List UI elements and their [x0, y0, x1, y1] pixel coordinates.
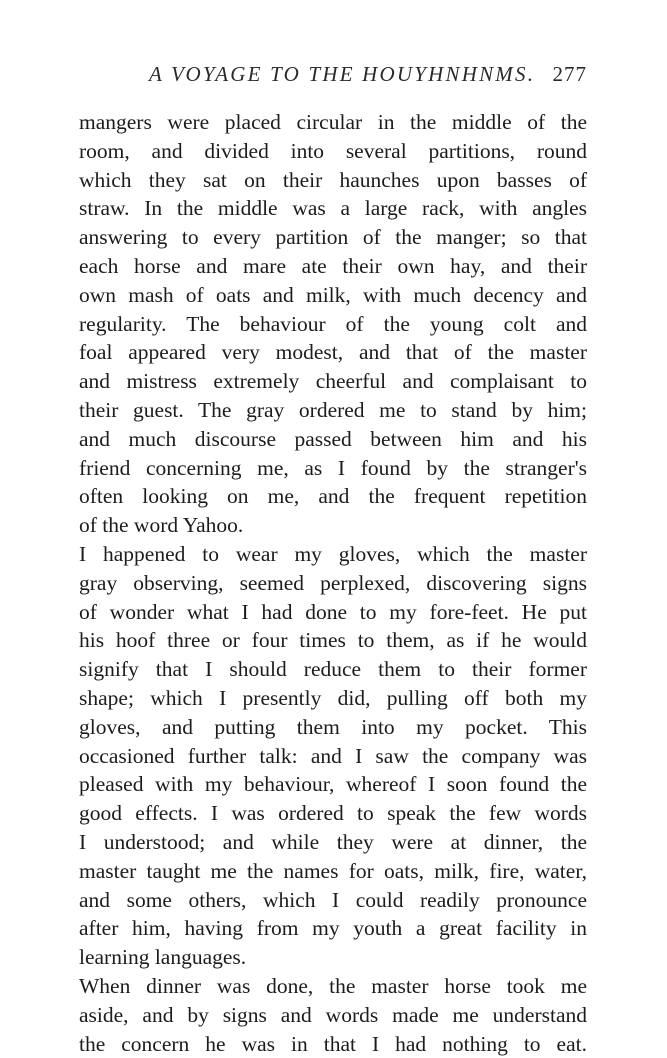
text-line: the concern he was in that I had nothing to eat. [79, 1030, 587, 1058]
running-head [79, 62, 587, 92]
text-line: aside, and by signs and words made me understand [79, 1001, 587, 1030]
text-line: learning languages. [79, 943, 587, 972]
text-line: after him, having from my youth a great facility in [79, 914, 587, 943]
text-line: room, and divided into several partitions, round [79, 137, 587, 166]
running-title: A VOYAGE TO THE HOUYHNHNMS. [149, 62, 535, 87]
text-line: each horse and mare ate their own hay, and their [79, 252, 587, 281]
text-line: gloves, and putting them into my pocket. This [79, 713, 587, 742]
text-line: his hoof three or four times to them, as if he would [79, 626, 587, 655]
page-number: 277 [553, 62, 588, 87]
text-line: pleased with my behaviour, whereof I soon found the [79, 770, 587, 799]
text-line: own mash of oats and milk, with much decency and [79, 281, 587, 310]
paragraph-start-line: When dinner was done, the master horse took me [79, 972, 587, 1001]
body-text [79, 108, 587, 1058]
text-line: mangers were placed circular in the middle of the [79, 108, 587, 137]
text-line: and much discourse passed between him and his [79, 425, 587, 454]
text-line: signify that I should reduce them to their former [79, 655, 587, 684]
text-line: and mistress extremely cheerful and complaisant to [79, 367, 587, 396]
text-line: gray observing, seemed perplexed, discovering signs [79, 569, 587, 598]
text-line: occasioned further talk: and I saw the company was [79, 742, 587, 771]
text-line: master taught me the names for oats, milk, fire, water, [79, 857, 587, 886]
text-line: I understood; and while they were at dinner, the [79, 828, 587, 857]
paragraph-start-line: I happened to wear my gloves, which the master [79, 540, 587, 569]
text-line: straw. In the middle was a large rack, with angles [79, 194, 587, 223]
text-line: of wonder what I had done to my fore-feet. He put [79, 598, 587, 627]
text-line: their guest. The gray ordered me to stand by him; [79, 396, 587, 425]
text-line: of the word Yahoo. [79, 511, 587, 540]
text-line: foal appeared very modest, and that of the master [79, 338, 587, 367]
text-line: and some others, which I could readily pronounce [79, 886, 587, 915]
text-line: answering to every partition of the manger; so that [79, 223, 587, 252]
text-line: which they sat on their haunches upon basses of [79, 166, 587, 195]
text-line: shape; which I presently did, pulling off both my [79, 684, 587, 713]
text-line: friend concerning me, as I found by the stranger's [79, 454, 587, 483]
text-line: often looking on me, and the frequent repetition [79, 482, 587, 511]
text-line: good effects. I was ordered to speak the few words [79, 799, 587, 828]
text-line: regularity. The behaviour of the young colt and [79, 310, 587, 339]
